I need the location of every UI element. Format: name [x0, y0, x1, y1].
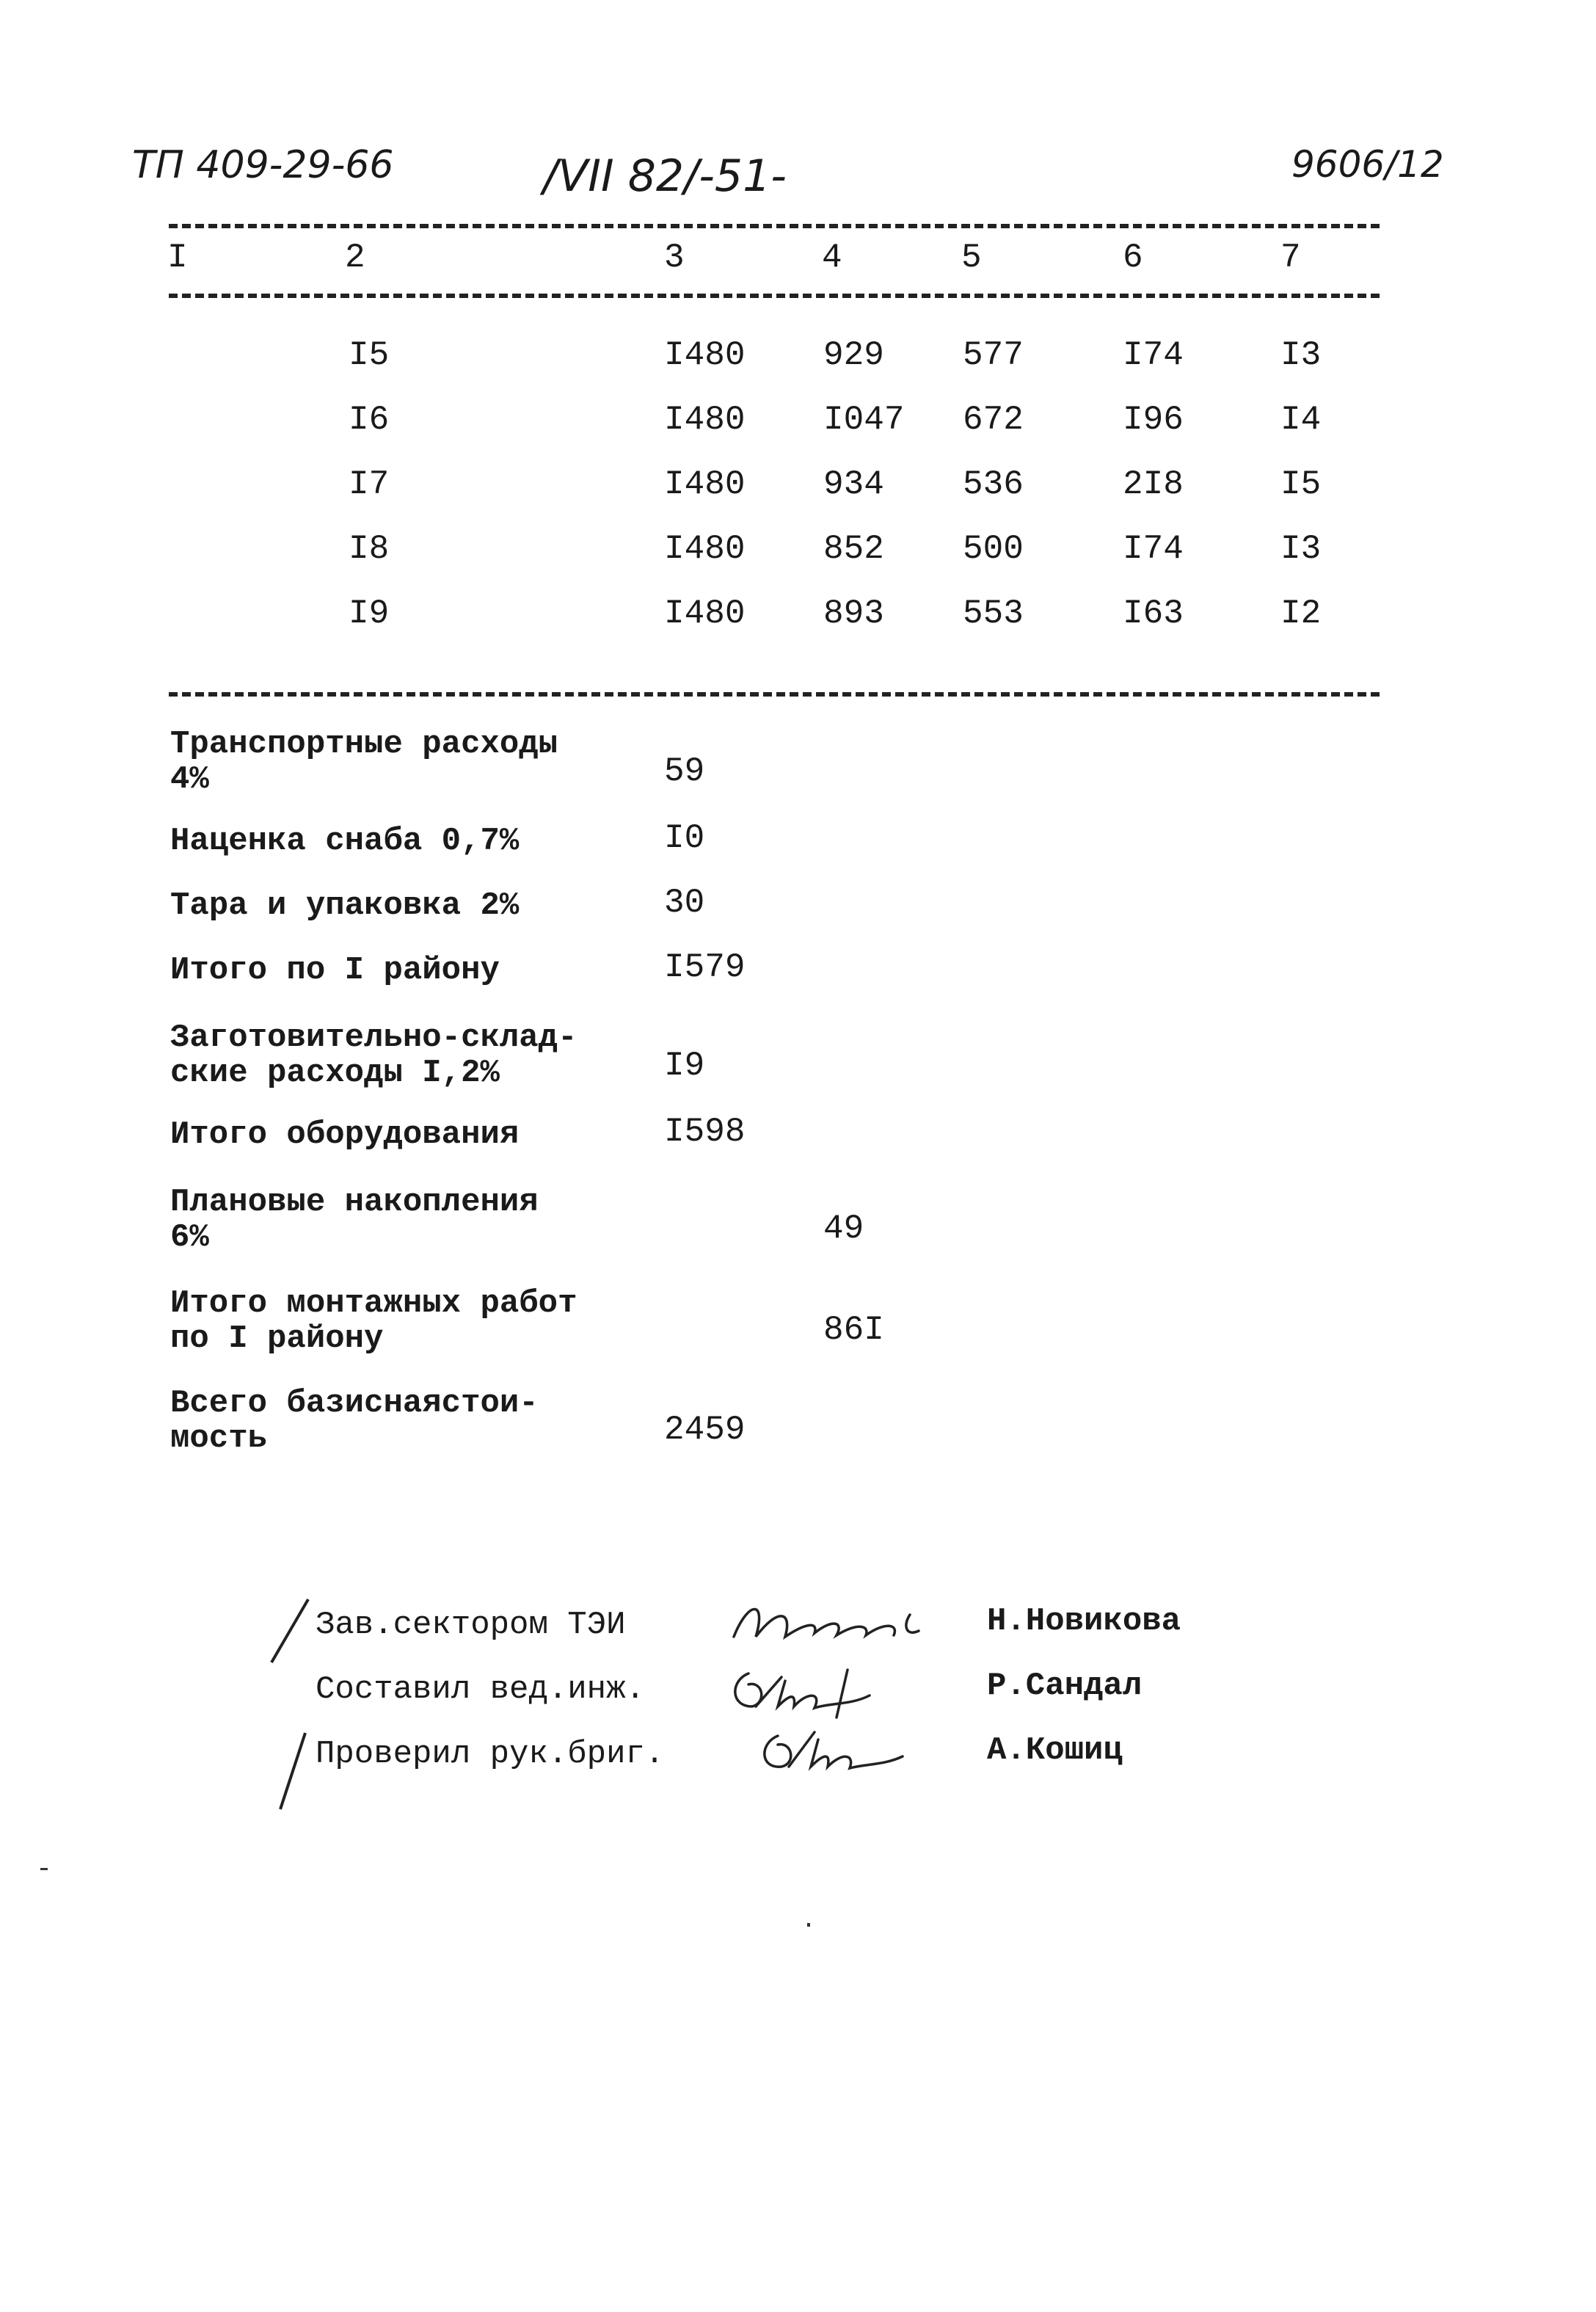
summary-label: Всего базиснаястои- мость: [170, 1385, 539, 1457]
column-header: 2: [345, 239, 365, 277]
table-cell: I9: [349, 595, 390, 633]
column-header: 6: [1123, 239, 1143, 277]
summary-value: I9: [664, 1047, 705, 1085]
summary-label: Итого по I району: [170, 952, 500, 989]
column-header: 3: [664, 239, 685, 277]
summary-value: 86I: [823, 1311, 884, 1349]
table-cell: I047: [823, 401, 905, 439]
table-cell: 672: [963, 401, 1024, 439]
table-cell: 577: [963, 336, 1024, 374]
signature-role: Проверил рук.бриг.: [316, 1736, 665, 1773]
summary-value: 49: [823, 1210, 864, 1248]
project-code: ТП 409-29-66: [132, 143, 394, 187]
summary-label: Транспортные расходы 4%: [170, 726, 558, 798]
table-cell: I96: [1123, 401, 1184, 439]
table-cell: 2I8: [1123, 465, 1184, 504]
summary-value: I579: [664, 948, 746, 986]
summary-value: I0: [664, 819, 705, 857]
table-cell: I480: [664, 595, 746, 633]
summary-label: Тара и упаковка 2%: [170, 887, 520, 924]
column-header: I: [167, 239, 188, 277]
scan-speck: [40, 1868, 48, 1870]
handwritten-signature: [726, 1593, 939, 1651]
summary-value: I598: [664, 1113, 746, 1151]
table-cell: I480: [664, 465, 746, 504]
summary-label: Наценка снаба 0,7%: [170, 823, 520, 859]
table-cell: I480: [664, 530, 746, 568]
table-cell: 929: [823, 336, 884, 374]
table-cell: I74: [1123, 530, 1184, 568]
summary-value: 2459: [664, 1411, 746, 1449]
summary-label: Плановые накопления 6%: [170, 1184, 539, 1256]
handwritten-signature: [726, 1662, 888, 1721]
table-cell: I3: [1280, 336, 1322, 374]
table-cell: 934: [823, 465, 884, 504]
page-reference: 9606/12: [1291, 143, 1444, 186]
table-cell: I63: [1123, 595, 1184, 633]
signature-role: Зав.сектором ТЭИ: [316, 1607, 626, 1643]
margin-stroke-mark: [264, 1596, 316, 1817]
table-bottom-rule: [169, 692, 1380, 697]
table-cell: I3: [1280, 530, 1322, 568]
signature-name: Р.Сандал: [987, 1668, 1143, 1704]
scan-speck: [807, 1923, 810, 1927]
summary-value: 30: [664, 884, 705, 922]
table-cell: I5: [349, 336, 390, 374]
table-cell: I74: [1123, 336, 1184, 374]
table-cell: 893: [823, 595, 884, 633]
table-cell: I480: [664, 401, 746, 439]
table-cell: I8: [349, 530, 390, 568]
table-cell: I2: [1280, 595, 1322, 633]
table-top-rule: [169, 224, 1380, 228]
summary-label: Итого монтажных работ по I району: [170, 1285, 577, 1357]
column-header: 4: [822, 239, 842, 277]
summary-label: Итого оборудования: [170, 1116, 520, 1153]
signature-name: Н.Новикова: [987, 1603, 1181, 1640]
column-header: 7: [1280, 239, 1301, 277]
table-cell: 553: [963, 595, 1024, 633]
table-cell: I7: [349, 465, 390, 504]
table-header-rule: [169, 294, 1380, 298]
summary-label: Заготовительно-склад- ские расходы I,2%: [170, 1019, 577, 1091]
table-cell: 852: [823, 530, 884, 568]
signature-role: Составил вед.инж.: [316, 1671, 645, 1708]
table-cell: I6: [349, 401, 390, 439]
table-cell: I5: [1280, 465, 1322, 504]
column-header: 5: [961, 239, 982, 277]
table-cell: 536: [963, 465, 1024, 504]
table-cell: I4: [1280, 401, 1322, 439]
signature-name: А.Кошиц: [987, 1732, 1123, 1769]
table-cell: I480: [664, 336, 746, 374]
summary-value: 59: [664, 752, 705, 790]
sheet-code: /VII 82/-51-: [543, 150, 787, 202]
handwritten-signature: [756, 1721, 917, 1780]
table-cell: 500: [963, 530, 1024, 568]
